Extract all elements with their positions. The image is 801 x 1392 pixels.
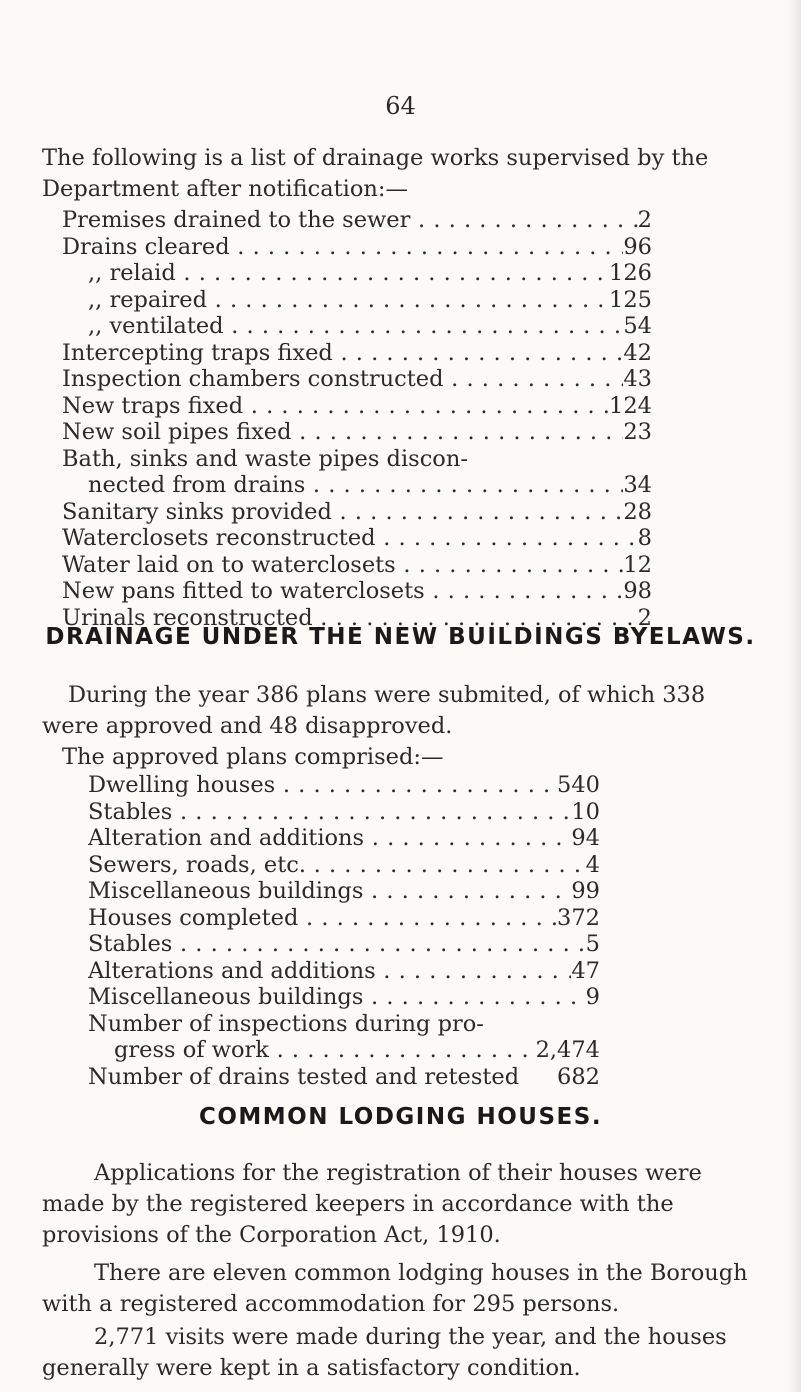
list-item-label: Stables . . .: [88, 799, 571, 825]
list-item: [88, 931, 600, 958]
list-item-label: ,, ventilated . . .: [88, 313, 623, 339]
list-item: [62, 340, 652, 367]
list-item-value: 372: [557, 904, 600, 931]
page-edge-shadow: [787, 0, 801, 1392]
list-item: [88, 825, 600, 852]
list-item: [62, 419, 652, 446]
list-item-label: Sewers, roads, etc. . . .: [88, 852, 586, 878]
list-item-label: Dwelling houses . . .: [88, 772, 557, 798]
list-item-value: 682: [557, 1063, 600, 1090]
list-item-value: 126: [609, 260, 652, 286]
drainage-intro: The following is a list of drainage works supervised by the Department after notification:—: [42, 145, 709, 202]
list-item-label: Waterclosets reconstructed . . .: [62, 525, 638, 551]
list-item-value: 10: [571, 798, 600, 825]
lodging-paragraph-2: There are eleven common lodging houses in the Borough with a registered accommodation for 295 persons.: [42, 1260, 748, 1317]
list-item-value: 8: [637, 525, 652, 551]
list-item-label: Stables . . .: [88, 931, 586, 957]
list-item: [62, 446, 652, 473]
drainage-works-list: [62, 207, 652, 631]
list-item-label: ,, repaired . . .: [88, 287, 609, 313]
list-item: [62, 552, 652, 579]
list-item-value: 4: [585, 851, 600, 878]
list-item: [88, 772, 600, 799]
list-item-label: Drains cleared . . .: [62, 234, 623, 260]
list-item: [88, 1037, 600, 1064]
lodging-paragraph-3: 2,771 visits were made during the year, and the houses generally were kept in a satisfactory condition.: [42, 1324, 727, 1381]
list-item: [88, 905, 600, 932]
list-item-label: New traps fixed . . .: [62, 393, 609, 419]
list-item-label: Number of drains tested and retested: [88, 1063, 520, 1090]
list-item-label: ,, relaid . . .: [88, 260, 609, 286]
list-item-value: 43: [623, 366, 652, 392]
list-item: [62, 393, 652, 420]
list-item: [88, 1011, 600, 1038]
list-item-label: Premises drained to the sewer . . .: [62, 207, 638, 233]
list-item-label: gress of work . . .: [114, 1037, 536, 1063]
list-item: [62, 472, 652, 499]
list-item: [88, 958, 600, 985]
list-item-label: New pans fitted to waterclosets . . .: [62, 578, 623, 604]
list-item-value: 2,474: [535, 1037, 600, 1063]
list-item-value: 5: [585, 931, 600, 957]
approved-plans-list: [88, 772, 600, 1090]
list-item: [62, 207, 652, 234]
list-item-value: 125: [609, 286, 652, 313]
list-item: [62, 525, 652, 552]
list-item-value: 540: [557, 772, 600, 798]
list-item-value: 47: [571, 957, 600, 984]
list-item-value: 124: [609, 392, 652, 419]
list-item-value: 99: [571, 878, 600, 904]
list-item-label: Houses completed . . .: [88, 905, 557, 931]
list-item-label: nected from drains . . .: [88, 472, 623, 498]
list-item-label: Inspection chambers constructed . . .: [62, 366, 623, 392]
list-item: [62, 313, 652, 340]
list-item: [88, 852, 600, 879]
section-heading-lodging: COMMON LODGING HOUSES.: [198, 1104, 603, 1130]
list-item: [62, 499, 652, 526]
list-item-label: Alteration and additions . . .: [88, 825, 571, 851]
list-item-label: Miscellaneous buildings . . .: [88, 878, 571, 904]
list-item-value: 12: [623, 551, 652, 578]
list-item: [88, 984, 600, 1011]
list-item-value: 9: [585, 984, 600, 1010]
list-item-value: 54: [623, 313, 652, 339]
list-item: [62, 287, 652, 314]
list-item-label: Number of inspections during pro-: [88, 1010, 484, 1037]
list-item-label: New soil pipes fixed . . .: [62, 419, 623, 445]
list-item-label: Intercepting traps fixed . . .: [62, 340, 623, 366]
list-item-label: Alterations and additions . . .: [88, 958, 571, 984]
list-item: [88, 799, 600, 826]
list-item-value: 34: [623, 472, 652, 498]
list-item-value: 94: [571, 825, 600, 851]
list-item-value: 98: [623, 578, 652, 604]
list-item: [62, 578, 652, 605]
list-item-value: 96: [623, 233, 652, 260]
bylaws-paragraph: During the year 386 plans were submited, of which 338 were approved and 48 disapproved.: [42, 682, 706, 739]
section-heading-bylaws: DRAINAGE UNDER THE NEW BUILDINGS BYELAWS.: [45, 624, 756, 650]
list-item-label: Water laid on to waterclosets . . .: [62, 552, 623, 578]
list-item: [62, 260, 652, 287]
list-item-label: Sanitary sinks provided . . .: [62, 499, 623, 525]
list-item: [88, 1064, 600, 1091]
approved-plans-intro: The approved plans comprised:—: [62, 744, 444, 770]
lodging-paragraph-1: Applications for the registration of their houses were made by the registered keepers in accordance with the provisions of the Corporation Act, 1910.: [42, 1160, 702, 1248]
list-item: [62, 234, 652, 261]
list-item: [88, 878, 600, 905]
list-item-label: Miscellaneous buildings . . .: [88, 984, 586, 1010]
list-item-label: Urinals reconstructed . . .: [62, 605, 638, 631]
page-number: 64: [385, 92, 416, 120]
list-item-value: 2: [637, 207, 652, 233]
list-item-value: 28: [623, 498, 652, 525]
list-item-value: 2: [637, 604, 652, 631]
list-item-value: 42: [623, 339, 652, 366]
list-item: [62, 366, 652, 393]
list-item-label: Bath, sinks and waste pipes discon-: [62, 445, 468, 472]
list-item-value: 23: [623, 419, 652, 445]
